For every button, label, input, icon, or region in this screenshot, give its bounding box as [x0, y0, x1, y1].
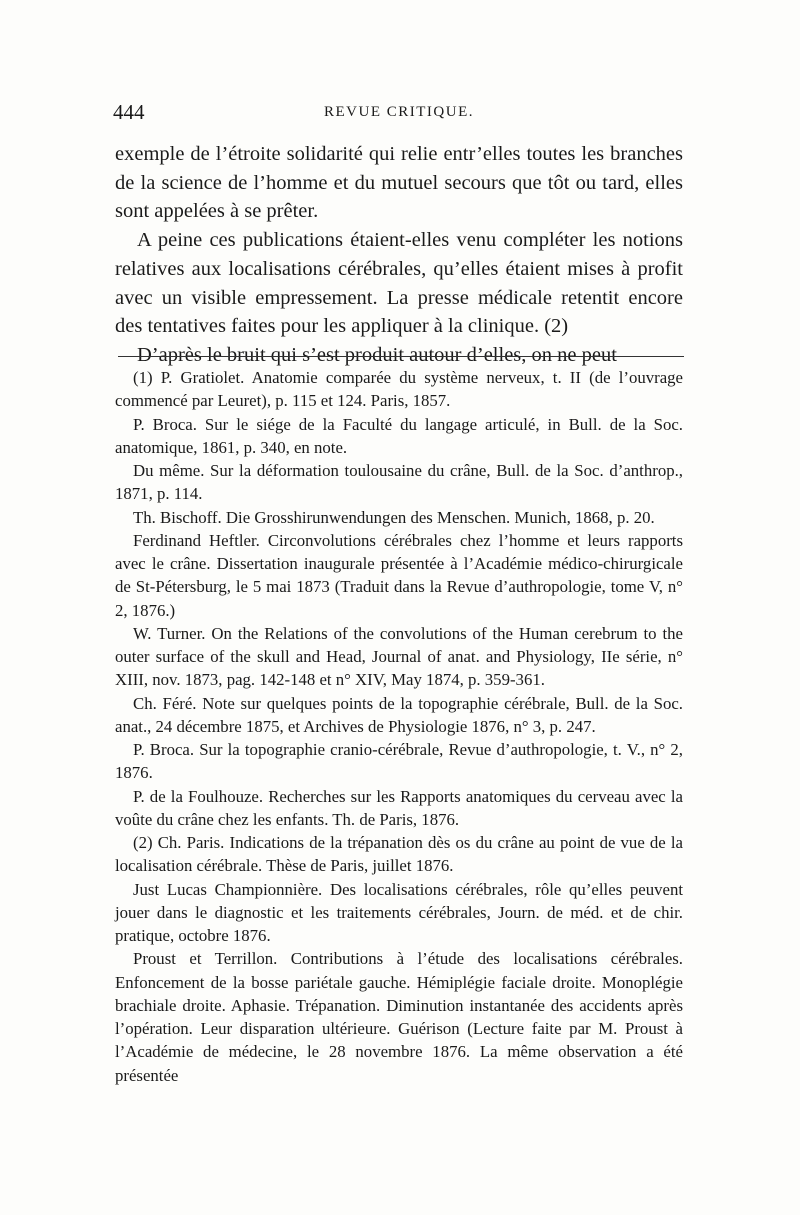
- running-title: REVUE CRITIQUE.: [324, 104, 474, 120]
- footnotes: [115, 366, 683, 1087]
- footnote: Th. Bischoff. Die Grosshirunwendungen des Menschen. Munich, 1868, p. 20.: [133, 507, 655, 527]
- footnote: (2) Ch. Paris. Indications de la trépanation dès os du crâne au point de vue de la localisation cérébrale. Thèse de Paris, juillet 1876.: [115, 833, 683, 876]
- footnote: W. Turner. On the Relations of the convolutions of the Human cerebrum to the outer surface of the skull and Head, Journal of anat. and Physiology, IIe série, n° XIII, nov. 1873, pag. 142-148 et n° XIV, May 1874, p. 359-361.: [115, 623, 683, 690]
- footnote: (1) P. Gratiolet. Anatomie comparée du système nerveux, t. II (de l’ouvrage commencé par Leuret), p. 115 et 124. Paris, 1857.: [115, 368, 683, 411]
- footnote: Du même. Sur la déformation toulousaine du crâne, Bull. de la Soc. d’anthrop., 1871, p. 114.: [115, 461, 683, 504]
- body-paragraph: exemple de l’étroite solidarité qui relie entr’elles toutes les branches de la science de l’homme et du mutuel secours que tôt ou tard, elles sont appelées à se prêter.: [115, 143, 683, 223]
- footnote: Ferdinand Heftler. Circonvolutions cérébrales chez l’homme et leurs rapports avec le crâne. Dissertation inaugurale présentée à l’Académie médico-chirurgicale de St-Pétersburg, le 5 mai 1873 (Traduit dans la Revue d’authropologie, tome V, n° 2, 1876.): [115, 530, 683, 620]
- footnote: Ch. Féré. Note sur quelques points de la topographie cérébrale, Bull. de la Soc. anat., 24 décembre 1875, et Archives de Physiologie 1876, n° 3, p. 247.: [115, 693, 683, 736]
- footnote: P. de la Foulhouze. Recherches sur les Rapports anatomiques du cerveau avec la voûte du crâne chez les enfants. Th. de Paris, 1876.: [115, 786, 683, 829]
- body-text: [115, 140, 683, 370]
- footnote-separator: [118, 356, 684, 357]
- page-number: 444: [113, 100, 145, 124]
- page-header: [113, 100, 685, 126]
- footnote: Just Lucas Championnière. Des localisations cérébrales, rôle qu’elles peuvent jouer dans le diagnostic et les traitements cérébrales, Journ. de méd. et de chir. pratique, octobre 1876.: [115, 879, 683, 945]
- body-paragraph: A peine ces publications étaient-elles venu compléter les notions relatives aux localisations cérébrales, qu’elles étaient mises à profit avec un visible empressement. La presse médicale retentit encore des tentatives faites pour les appliquer à la clinique. (2): [115, 229, 683, 338]
- footnote: P. Broca. Sur la topographie cranio-cérébrale, Revue d’authropologie, t. V., n° 2, 1876.: [115, 740, 683, 783]
- footnote: P. Broca. Sur le siége de la Faculté du langage articulé, in Bull. de la Soc. anatomique, 1861, p. 340, en note.: [115, 414, 683, 457]
- body-paragraph: D’après le bruit qui s’est produit autour d’elles, on ne peut: [137, 343, 617, 366]
- footnote: Proust et Terrillon. Contributions à l’étude des localisations cérébrales. Enfoncement de la bosse pariétale gauche. Hémiplégie faciale droite. Monoplégie brachiale droite. Aphasie. Trépanation. Diminution instantanée des accidents après l’opération. Leur disparation ultérieure. Guérison (Lecture faite par M. Proust à l’Académie de médecine, le 28 novembre 1876. La même observation a été présentée: [115, 949, 683, 1085]
